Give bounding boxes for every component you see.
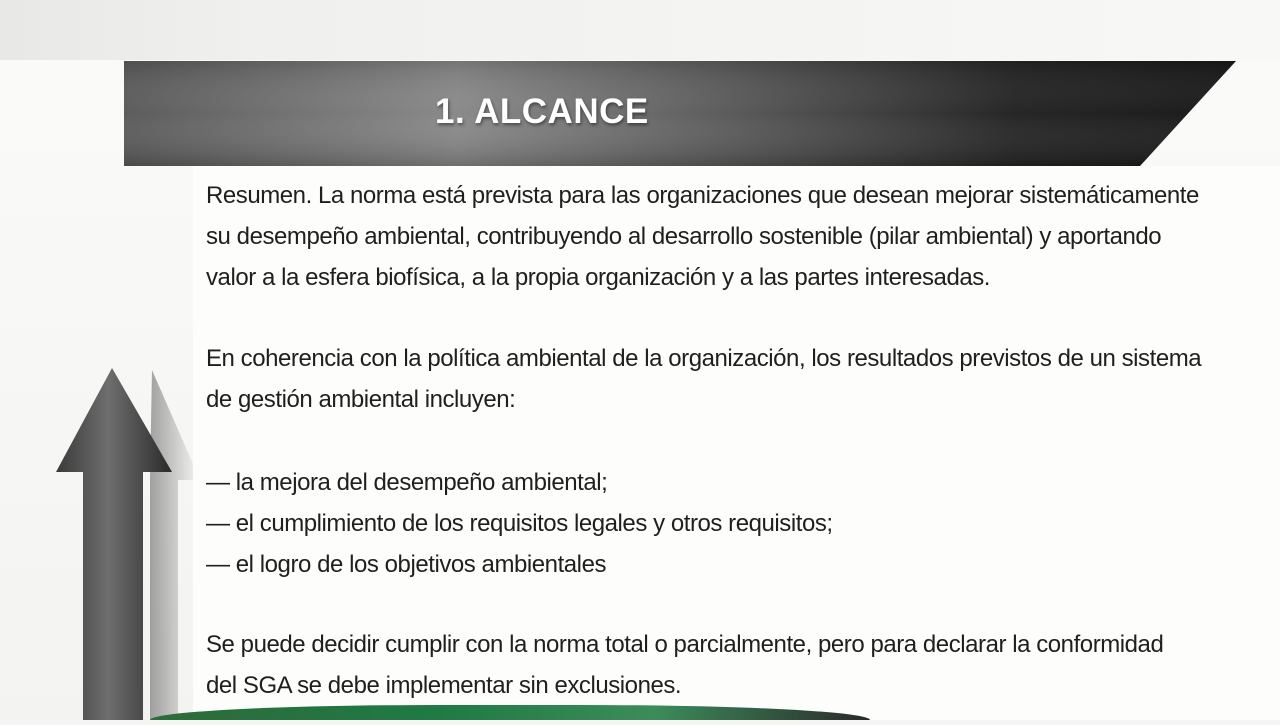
summary-line: su desempeño ambiental, contribuyendo al desarrollo sostenible (pilar ambiental) y aportando bbox=[206, 223, 1162, 250]
conformity-paragraph bbox=[206, 624, 1163, 706]
list-item: — el cumplimiento de los requisitos legales y otros requisitos; bbox=[206, 510, 833, 537]
list-item: — la mejora del desempeño ambiental; bbox=[206, 469, 608, 496]
coherence-line: de gestión ambiental incluyen: bbox=[206, 386, 516, 413]
summary-line: Resumen. La norma está prevista para las organizaciones que desean mejorar sistemáticamente bbox=[206, 182, 1199, 209]
title-banner bbox=[124, 61, 1236, 166]
conformity-line: Se puede decidir cumplir con la norma total o parcialmente, pero para declarar la conformidad bbox=[206, 631, 1164, 658]
summary-line: valor a la esfera biofísica, a la propia organización y a las partes interesadas. bbox=[206, 264, 991, 291]
summary-paragraph bbox=[206, 175, 1199, 298]
results-list bbox=[206, 462, 833, 585]
list-item: — el logro de los objetivos ambientales bbox=[206, 551, 607, 578]
slide-title: 1. ALCANCE bbox=[435, 92, 649, 131]
top-fade bbox=[0, 0, 1280, 60]
coherence-paragraph bbox=[206, 338, 1201, 420]
coherence-line: En coherencia con la política ambiental de la organización, los resultados previstos de un sistema bbox=[206, 345, 1202, 372]
conformity-line: del SGA se debe implementar sin exclusiones. bbox=[206, 672, 682, 699]
